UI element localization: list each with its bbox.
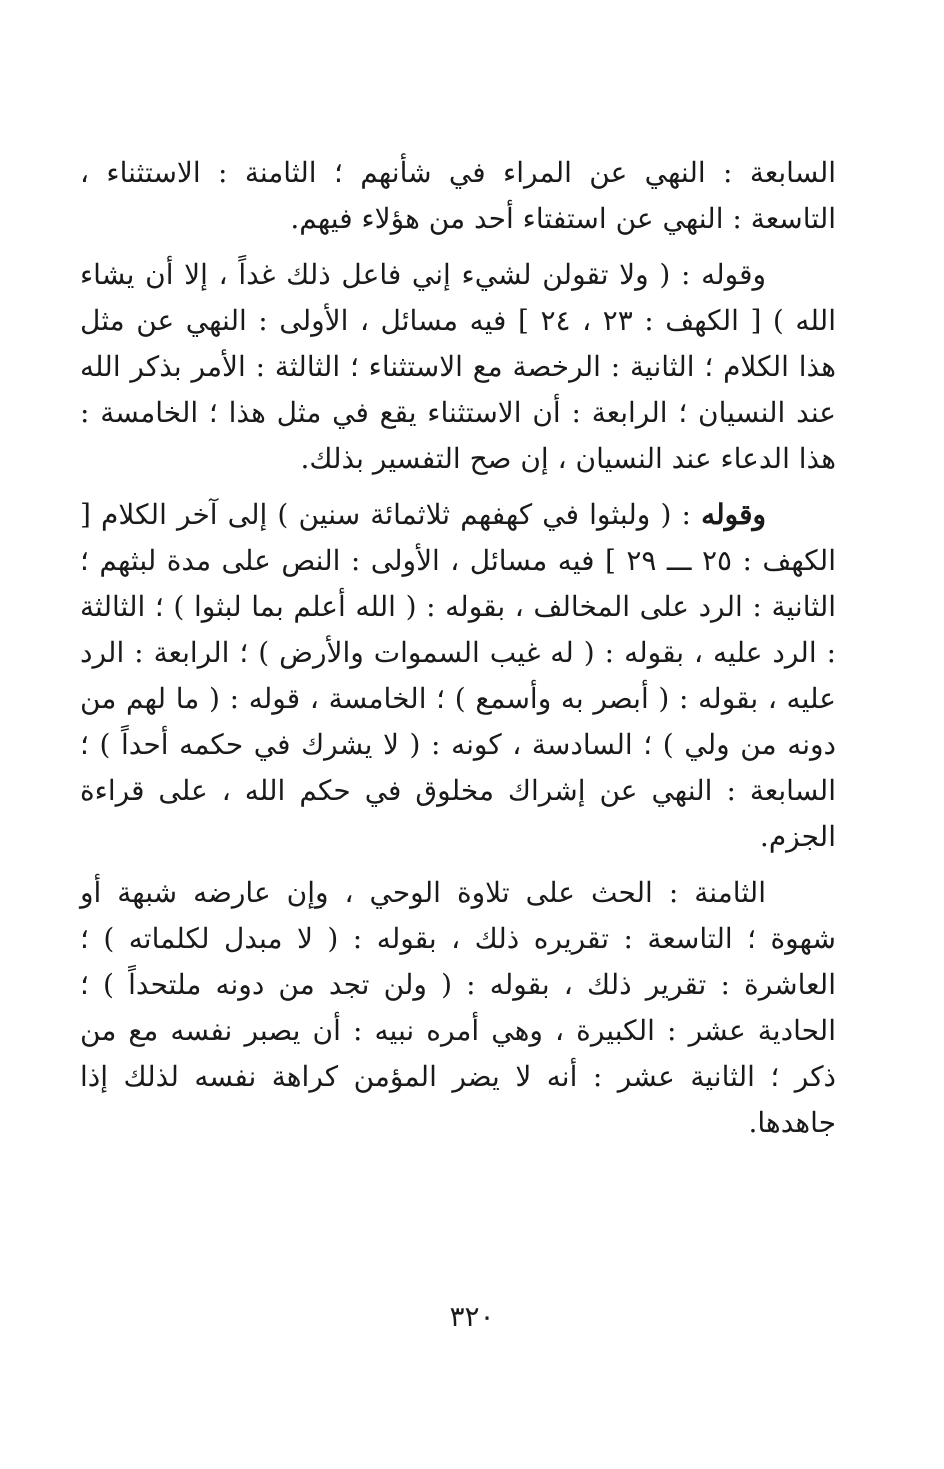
paragraph-1 (80, 150, 836, 242)
paragraph-1-text: السابعة : النهي عن المراء في شأنهم ؛ الثامنة : الاستثناء ، التاسعة : النهي عن استفتاء أحد من هؤلاء فيهم. (80, 156, 836, 235)
paragraph-3-lead: وقوله (701, 498, 766, 531)
page-number: ٣٢٠ (449, 1300, 495, 1333)
page-body (80, 150, 836, 1350)
paragraph-3-text: : ( ولبثوا في كهفهم ثلاثمائة سنين ) إلى آخر الكلام [ الكهف : ٢٥ ـــ ٢٩ ] فيه مسائل ، الأولى : النص على مدة لبثهم ؛ الثانية : الرد على المخالف ، بقوله : ( الله أعلم بما لبثوا ) ؛ الثالثة : الرد عليه ، بقوله : ( له غيب السموات والأرض ) ؛ الرابعة : الرد عليه ، بقوله : ( أبصر به وأسمع ) ؛ الخامسة ، قوله : ( ما لهم من دونه من ولي ) ؛ السادسة ، كونه : ( لا يشرك في حكمه أحداً ) ؛ السابعة : النهي عن إشراك مخلوق في حكم الله ، على قراءة الجزم. (80, 498, 836, 853)
paragraph-4-text: الثامنة : الحث على تلاوة الوحي ، وإن عارضه شبهة أو شهوة ؛ التاسعة : تقريره ذلك ، بقوله : ( لا مبدل لكلماته ) ؛ العاشرة : تقرير ذلك ، بقوله : ( ولن تجد من دونه ملتحداً ) ؛ الحادية عشر : الكبيرة ، وهي أمره نبيه : أن يصبر نفسه مع من ذكر ؛ الثانية عشر : أنه لا يضر المؤمن كراهة نفسه لذلك إذا جاهدها. (80, 876, 836, 1139)
paragraph-2 (80, 252, 836, 482)
paragraph-3 (80, 492, 836, 860)
paragraph-4 (80, 870, 836, 1146)
paragraph-2-text: وقوله : ( ولا تقولن لشيء إني فاعل ذلك غداً ، إلا أن يشاء الله ) [ الكهف : ٢٣ ، ٢٤ ] فيه مسائل ، الأولى : النهي عن مثل هذا الكلام ؛ الثانية : الرخصة مع الاستثناء ؛ الثالثة : الأمر بذكر الله عند النسيان ؛ الرابعة : أن الاستثناء يقع في مثل هذا ؛ الخامسة : هذا الدعاء عند النسيان ، إن صح التفسير بذلك. (80, 258, 836, 475)
